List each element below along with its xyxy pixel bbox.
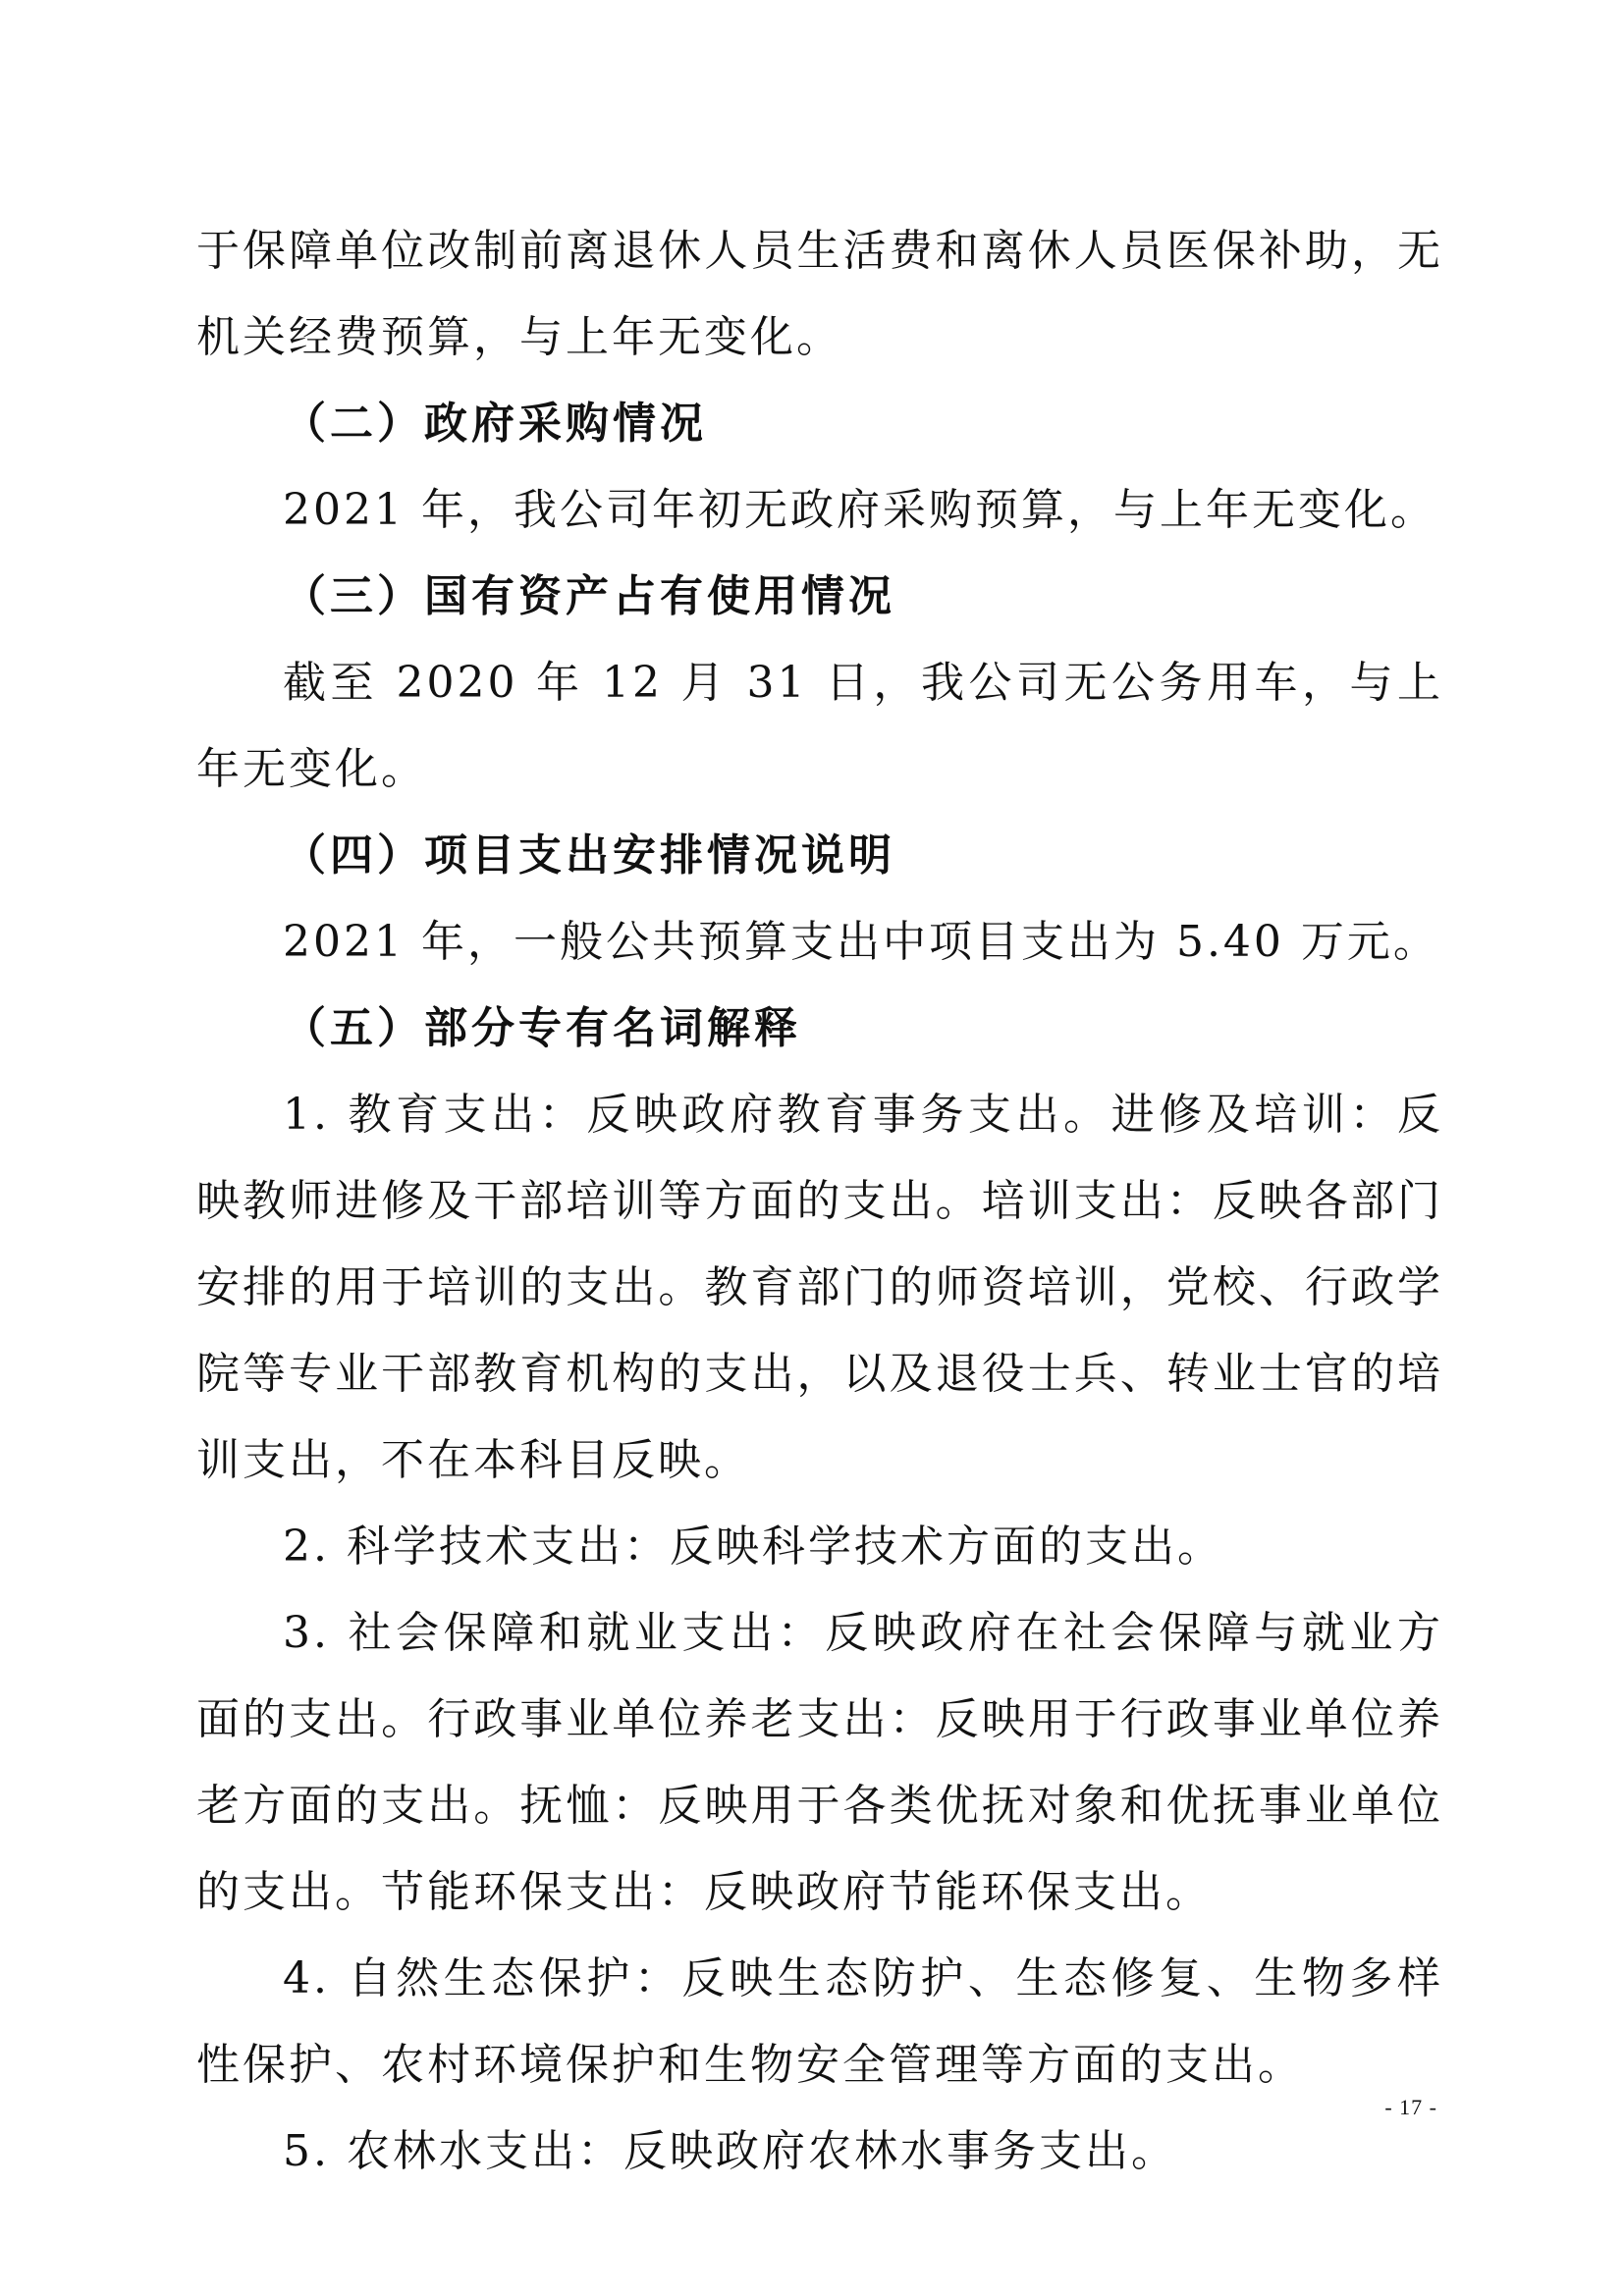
- glossary-item-ecology: 4. 自然生态保护：反映生态防护、生态修复、生物多样性保护、农村环境保护和生物安全管理等方面的支出。: [196, 1953, 1443, 2090]
- section-heading-assets: （三）国有资产占有使用情况: [283, 571, 895, 621]
- section-heading-projects: （四）项目支出安排情况说明: [283, 830, 895, 881]
- projects-paragraph: 2021 年，一般公共预算支出中项目支出为 5.40 万元。: [283, 917, 1439, 967]
- section-heading-glossary: （五）部分专有名词解释: [283, 1003, 801, 1053]
- glossary-item-education: 1. 教育支出：反映政府教育事务支出。进修及培训：反映教师进修及干部培训等方面的支出。培训支出：反映各部门安排的用于培训的支出。教育部门的师资培训，党校、行政学院等专业干部教育机构的支出，以及退役士兵、转业士官的培训支出，不在本科目反映。: [196, 1090, 1443, 1485]
- document-body: [196, 208, 1443, 2195]
- section-heading-procurement: （二）政府采购情况: [283, 399, 707, 449]
- glossary-item-agriculture: 5. 农林水支出：反映政府农林水事务支出。: [283, 2126, 1177, 2176]
- intro-paragraph: 于保障单位改制前离退休人员生活费和离休人员医保补助，无机关经费预算，与上年无变化。: [196, 226, 1443, 362]
- glossary-item-social-security: 3. 社会保障和就业支出：反映政府在社会保障与就业方面的支出。行政事业单位养老支出：反映用于行政事业单位养老方面的支出。抚恤：反映用于各类优抚对象和优抚事业单位的支出。节能环保支出：反映政府节能环保支出。: [196, 1608, 1443, 1917]
- assets-paragraph: 截至 2020 年 12 月 31 日，我公司无公务用车，与上年无变化。: [196, 658, 1443, 794]
- glossary-item-science: 2. 科学技术支出：反映科学技术方面的支出。: [283, 1522, 1223, 1572]
- page-number: - 17 -: [1384, 2095, 1437, 2119]
- procurement-paragraph: 2021 年，我公司年初无政府采购预算，与上年无变化。: [283, 485, 1436, 535]
